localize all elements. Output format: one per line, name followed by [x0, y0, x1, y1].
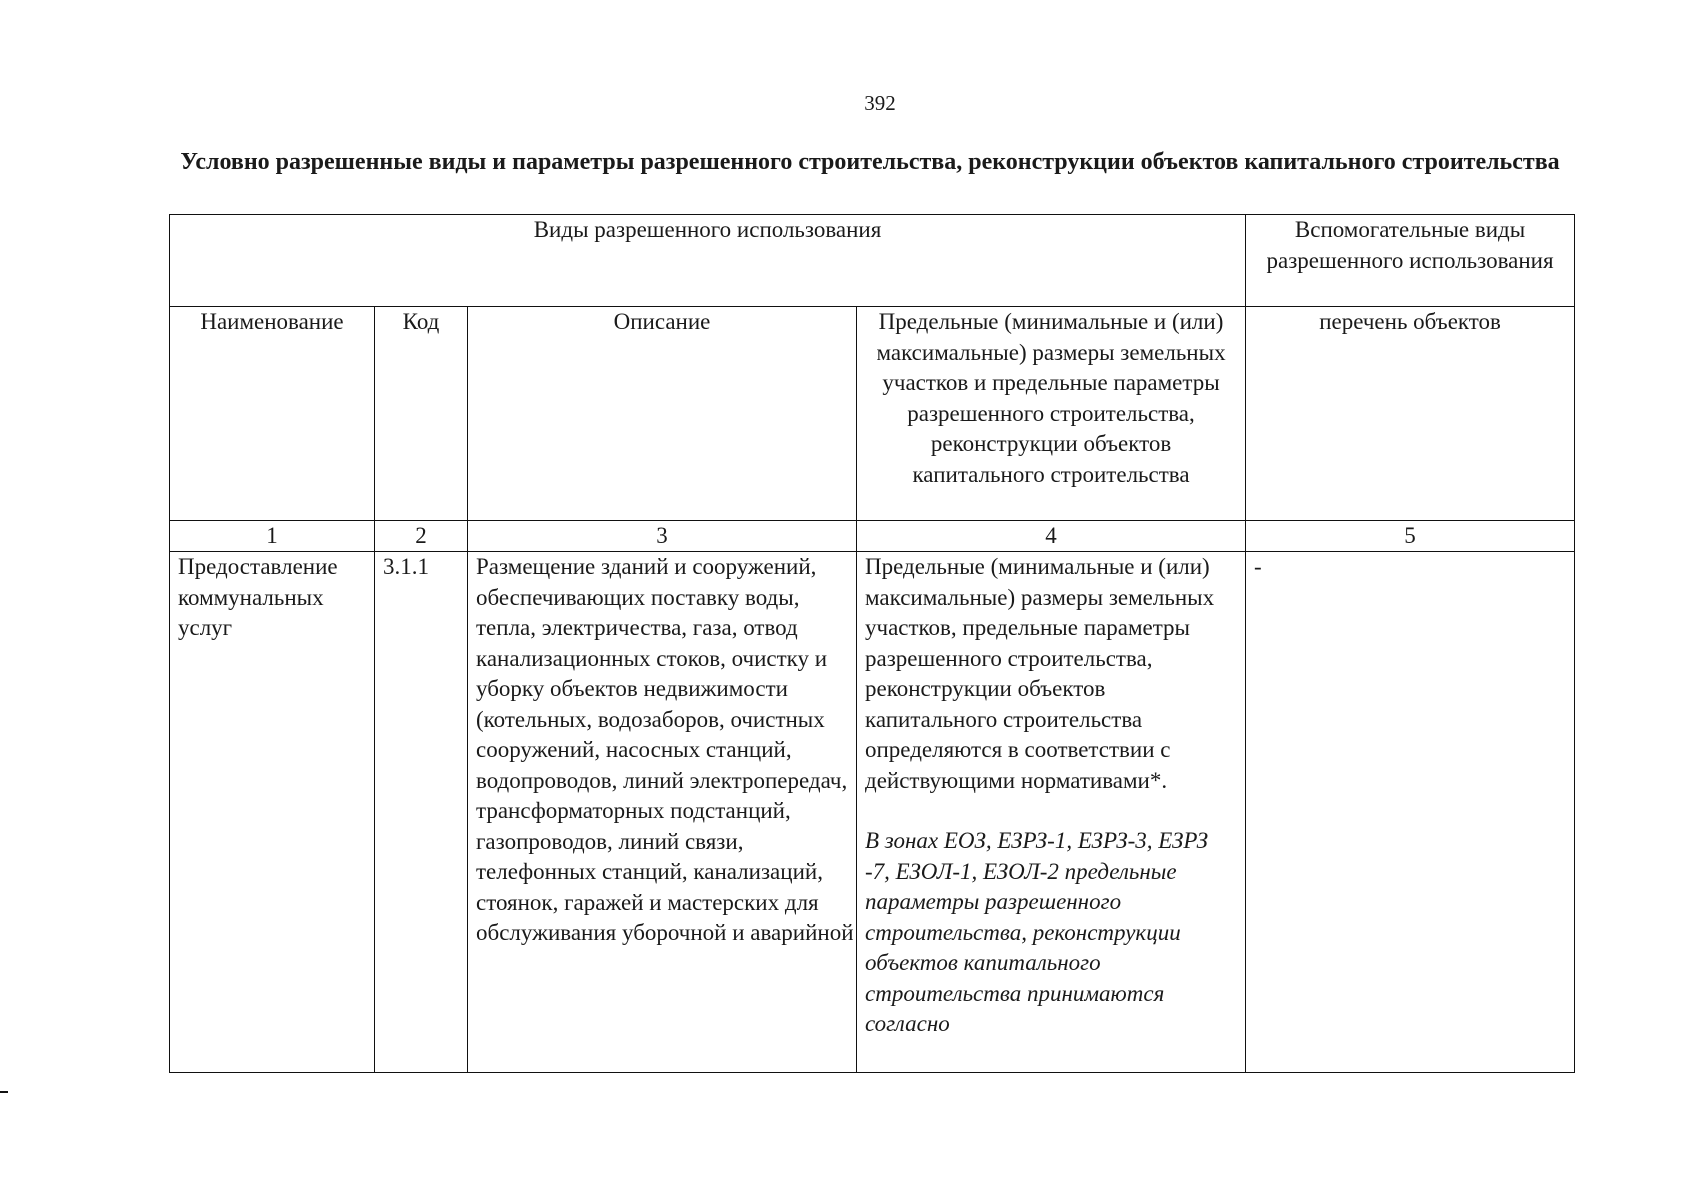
row-description: Размещение зданий и сооружений, обеспечивающих поставку воды, тепла, электричества, газа, отвод канализационных стоков, очистку и уборку объектов недвижимости (котельных, водозаборов, очистных сооружений, насосных станций, водопроводов, линий электропередач, трансформаторных подстанций, газопроводов, линий связи, телефонных станций, канализаций, стоянок, гаражей и мастерских для обслуживания уборочной и аварийной	[468, 552, 857, 1073]
column-number: 2	[375, 521, 468, 552]
table-group-header-row	[170, 215, 1575, 307]
column-header-description: Описание	[468, 307, 857, 521]
column-header-limits: Предельные (минимальные и (или) максимальные) размеры земельных участков и предельные параметры разрешенного строительства, реконструкции объектов капитального строительства	[857, 307, 1246, 521]
row-limits-cell	[857, 552, 1246, 1073]
column-number-row	[170, 521, 1575, 552]
margin-mark	[0, 1091, 8, 1093]
column-number: 5	[1246, 521, 1575, 552]
row-objects: -	[1246, 552, 1575, 1073]
group-header-uses: Виды разрешенного использования	[170, 215, 1246, 307]
page-title: Условно разрешенные виды и параметры разрешенного строительства, реконструкции объектов капитального строительства	[180, 149, 1560, 175]
column-number: 1	[170, 521, 375, 552]
row-limits-text: Предельные (минимальные и (или) максимальные) размеры земельных участков, предельные параметры разрешенного строительства, реконструкции объектов капитального строительства определяются в соответствии с действующими нормативами*.	[865, 554, 1215, 793]
group-header-auxiliary: Вспомогательные виды разрешенного использования	[1246, 215, 1575, 307]
column-header-name: Наименование	[170, 307, 375, 521]
row-limits-zones-text: В зонах ЕОЗ, ЕЗРЗ-1, ЕЗРЗ-3, ЕЗРЗ -7, ЕЗОЛ-1, ЕЗОЛ-2 предельные параметры разрешенного строительства, реконструкции объектов капитального строительства принимаются согласно	[865, 828, 1209, 1036]
column-number: 3	[468, 521, 857, 552]
column-number: 4	[857, 521, 1246, 552]
permitted-use-table	[169, 214, 1575, 1073]
row-code: 3.1.1	[375, 552, 468, 1073]
page-number: 392	[864, 91, 896, 115]
table-column-header-row	[170, 307, 1575, 521]
row-name: Предоставление коммунальных услуг	[170, 552, 375, 1073]
table-row	[170, 552, 1575, 1073]
column-header-code: Код	[375, 307, 468, 521]
column-header-objects: перечень объектов	[1246, 307, 1575, 521]
